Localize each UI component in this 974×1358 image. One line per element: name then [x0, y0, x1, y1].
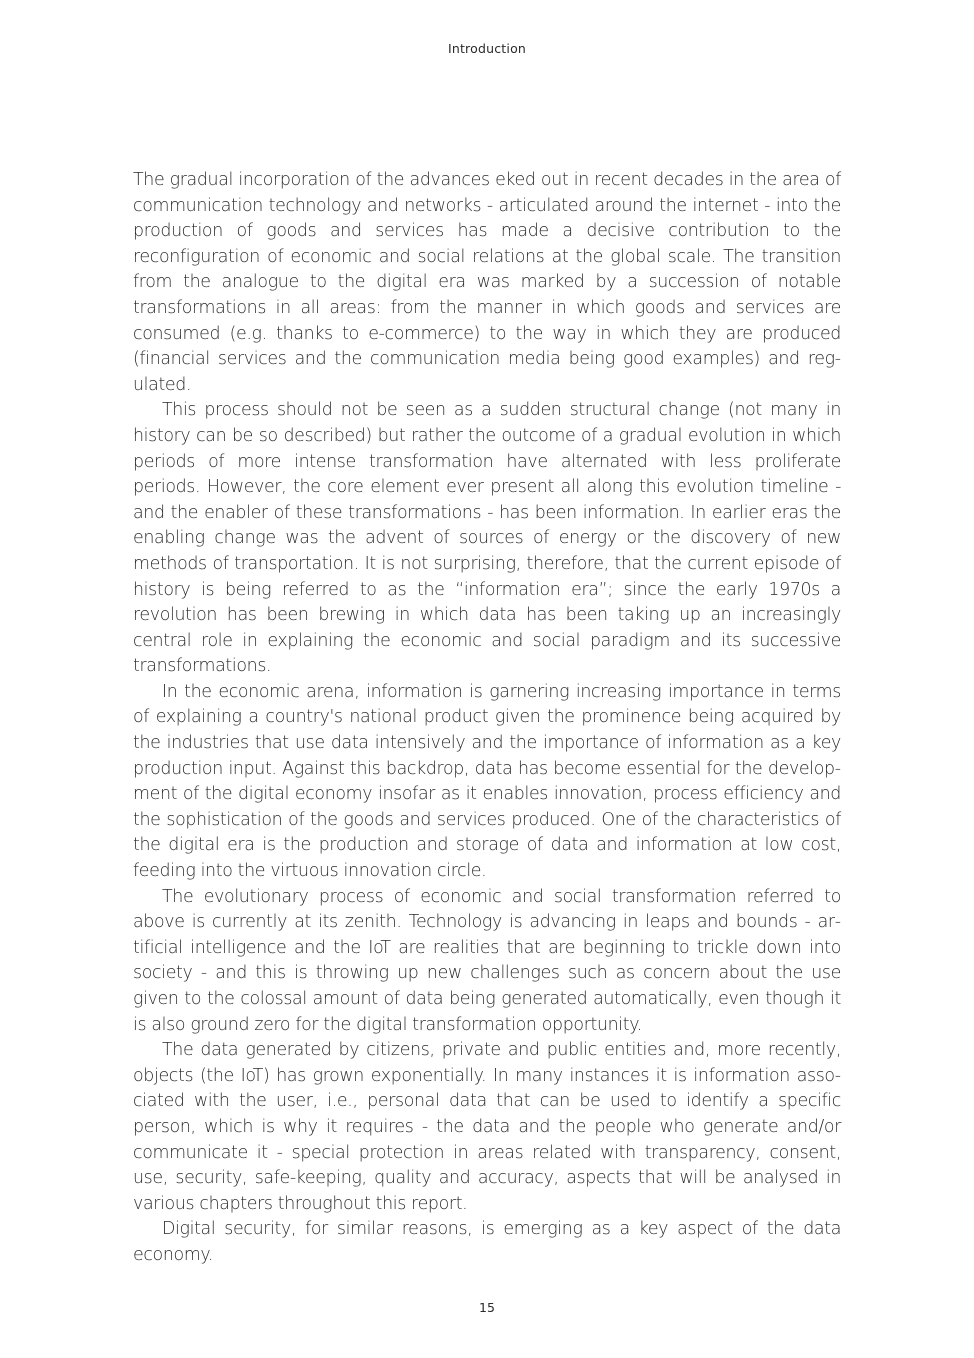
paragraph: This process should not be seen as a sudden structural change (not many in history can be so described) but rather the outcome of a gradual evolution in which periods of more intense transformation have alternated with less proliferate periods. However, the core element ever present all along this evolution timeline - and the enabler of these transformations - has been information. In earlier eras the enabling change was the advent of sources of energy or the discovery of new methods of transportation. It is not surprising, therefore, that the current episode of history is being referred to as the “information era”; since the early 1970s a revolution has been brewing in which data has been taking up an increasingly central role in explaining the economic and social paradigm and its successive transformations. — [133, 400, 841, 677]
paragraph: The gradual incorporation of the advances eked out in recent decades in the area of communication technology and networks - articulated around the internet - into the production of goods and services has made a decisive contribution to the reconfiguration of economic and social relations at the global scale. The transition from the analogue to the digital era was marked by a succession of notable transformations in all areas: from the manner in which goods and services are consumed (e.g. thanks to e-commerce) to the way in which they are produced (financial services and the communication media being good examples) and regulated. — [133, 170, 841, 395]
body-text — [133, 168, 841, 1269]
paragraph: The evolutionary process of economic and social transformation referred to above is currently at its zenith. Technology is advancing in leaps and bounds - artificial intelligence and the IoT are realities that are beginning to trickle down into society - and this is throwing up new challenges such as concern about the use given to the colossal amount of data being generated automatically, even though it is also ground zero for the digital transformation opportunity. — [133, 886, 841, 1035]
paragraph: Digital security, for similar reasons, is emerging as a key aspect of the data economy. — [133, 1219, 841, 1265]
running-header: Introduction — [447, 41, 527, 56]
paragraph: The data generated by citizens, private and public entities and, more recently, objects (the IoT) has grown exponentially. In many instances it is information associated with the user, i.e., personal data that can be used to identify a specific person, which is why it requires - the data and the people who generate and/or communicate it - special protection in areas related with transparency, consent, use, security, safe-keeping, quality and accuracy, aspects that will be analysed in various chapters throughout this report. — [133, 1040, 841, 1214]
page-number: 15 — [479, 1300, 495, 1315]
paragraph: In the economic arena, information is garnering increasing importance in terms of explaining a country's national product given the prominence being acquired by the industries that use data intensively and the importance of information as a key production input. Against this backdrop, data has become essential for the development of the digital economy insofar as it enables innovation, process efficiency and the sophistication of the goods and services produced. One of the characteristics of the digital era is the production and storage of data and information at low cost, feeding into the virtuous innovation circle. — [133, 681, 841, 882]
